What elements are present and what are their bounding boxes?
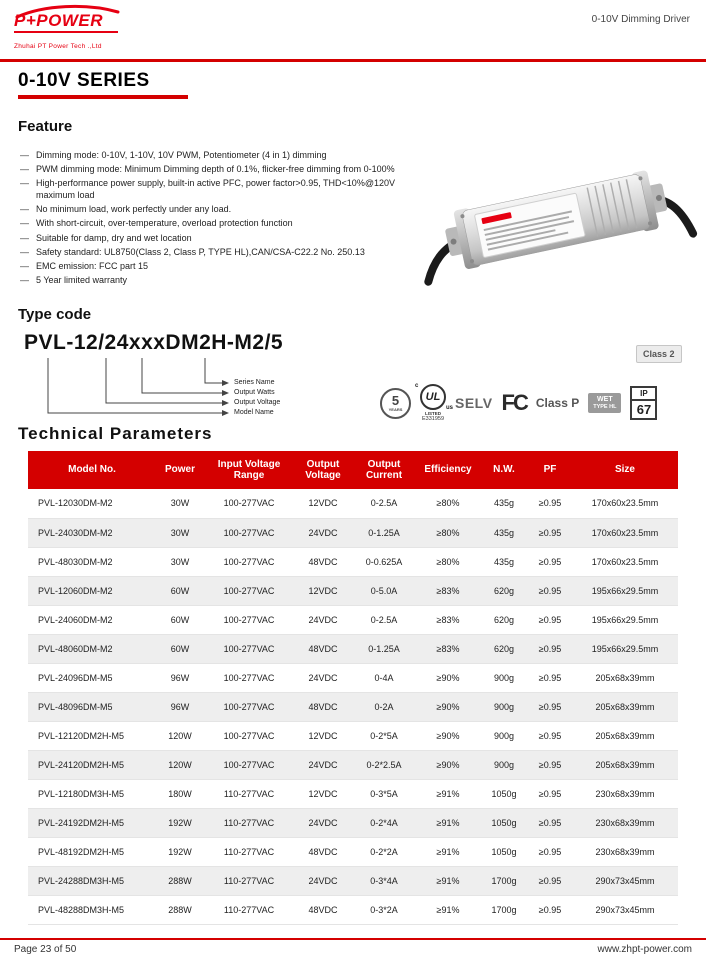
table-cell: 0-3*5A	[370, 788, 398, 799]
feature-item	[20, 178, 408, 201]
table-cell: ≥91%	[436, 875, 460, 886]
bullet-dash: —	[20, 246, 29, 257]
table-cell: PVL-24192DM2H-M5	[38, 817, 125, 828]
table-row	[28, 489, 678, 518]
table-cell: PVL-12060DM-M2	[38, 585, 113, 596]
table-cell: 30W	[170, 498, 190, 509]
table-cell: 110-277VAC	[223, 817, 275, 828]
table-cell: 0-2.5A	[370, 614, 398, 625]
table-cell: 0-2*4A	[370, 817, 398, 828]
table-cell: 96W	[170, 672, 190, 683]
table-cell: 900g	[493, 672, 515, 683]
table-cell: ≥80%	[436, 527, 460, 538]
table-cell: 48VDC	[308, 904, 338, 915]
table-cell: ≥83%	[436, 643, 460, 654]
ul-file-number: E331959	[421, 416, 445, 422]
table-cell: 120W	[168, 759, 192, 770]
column-header: Input Voltage Range	[204, 451, 294, 489]
bullet-dash: —	[20, 218, 29, 229]
ul-mark: UL	[425, 391, 441, 403]
feature-item	[20, 247, 408, 259]
page-number: Page 23 of 50	[14, 944, 77, 955]
logo-tagline: Zhuhai PT Power Tech .,Ltd	[14, 43, 102, 50]
table-row	[28, 837, 678, 866]
website-link[interactable]: www.zhpt-power.com	[597, 944, 692, 955]
table-cell: ≥91%	[436, 846, 460, 857]
column-header: Output Current	[352, 451, 416, 489]
table-cell: 110-277VAC	[223, 846, 275, 857]
warranty-text: YEARS	[388, 407, 403, 412]
table-cell: 435g	[493, 527, 515, 538]
bullet-dash: —	[20, 261, 29, 271]
table-cell: 24VDC	[308, 875, 338, 886]
table-cell: 24VDC	[308, 759, 338, 770]
table-cell: ≥0.95	[538, 875, 562, 886]
table-cell: 620g	[493, 585, 515, 596]
table-cell: ≥91%	[436, 788, 460, 799]
table-cell: 24VDC	[308, 672, 338, 683]
table-cell: 120W	[168, 730, 192, 741]
feature-text: Dimming mode: 0-10V, 1-10V, 10V PWM, Potentiometer (4 in 1) dimming	[36, 150, 327, 160]
table-cell: 12VDC	[308, 498, 338, 509]
type-code-label: Model Name	[234, 409, 274, 416]
table-cell: ≥0.95	[538, 817, 562, 828]
table-cell: 195x66x29.5mm	[591, 614, 659, 625]
ul-listed-text: LISTED	[424, 411, 441, 416]
table-cell: 0-5.0A	[370, 585, 398, 596]
table-cell: ≥91%	[436, 904, 460, 915]
warranty-badge-icon	[380, 388, 411, 419]
table-cell: ≥0.95	[538, 527, 562, 538]
table-cell: 230x68x39mm	[595, 817, 655, 828]
table-cell: 435g	[493, 556, 515, 567]
table-cell: ≥83%	[436, 585, 460, 596]
feature-text: Safety standard: UL8750(Class 2, Class P, TYPE HL),CAN/CSA-C22.2 No. 250.13	[36, 246, 365, 257]
column-header: Size	[572, 451, 678, 489]
footer-divider	[0, 938, 706, 940]
table-cell: 110-277VAC	[223, 875, 275, 886]
table-cell: ≥0.95	[538, 788, 562, 799]
table-cell: PVL-12120DM2H-M5	[38, 730, 125, 741]
ip-rating: 67	[636, 402, 652, 417]
header-divider	[0, 59, 706, 62]
table-cell: 48VDC	[308, 643, 338, 654]
table-cell: 100-277VAC	[223, 614, 275, 625]
table-cell: ≥0.95	[538, 585, 562, 596]
table-cell: ≥80%	[436, 498, 460, 509]
table-cell: 288W	[168, 875, 192, 886]
feature-text: 5 Year limited warranty	[36, 275, 128, 286]
table-cell: 900g	[493, 759, 515, 770]
table-cell: ≥0.95	[538, 498, 562, 509]
column-header: Efficiency	[416, 451, 480, 489]
table-cell: 1050g	[491, 817, 517, 828]
table-cell: 0-2A	[374, 701, 394, 712]
table-cell: 192W	[168, 846, 192, 857]
type-code-heading: Type code	[18, 306, 92, 323]
table-cell: 0-2*2A	[370, 846, 398, 857]
type-code-connector-lines	[30, 358, 236, 420]
table-row	[28, 576, 678, 605]
table-cell: 205x68x39mm	[595, 759, 655, 770]
table-row	[28, 663, 678, 692]
warranty-number: 5	[391, 393, 400, 408]
table-cell: 0-3*2A	[370, 904, 398, 915]
table-cell: 0-0.625A	[365, 556, 403, 567]
table-cell: 12VDC	[308, 788, 338, 799]
table-cell: 24VDC	[308, 527, 338, 538]
table-cell: ≥0.95	[538, 643, 562, 654]
type-code-label: Output Watts	[234, 389, 275, 396]
bullet-dash: —	[20, 150, 29, 160]
feature-item	[20, 150, 408, 162]
table-cell: 48VDC	[308, 701, 338, 712]
class-p-icon: Class P	[535, 396, 580, 410]
table-cell: ≥90%	[436, 730, 460, 741]
table-cell: ≥90%	[436, 701, 460, 712]
table-row	[28, 866, 678, 895]
feature-text: EMC emission: FCC part 15	[36, 261, 149, 271]
table-cell: 100-277VAC	[223, 498, 275, 509]
table-cell: 1050g	[491, 788, 517, 799]
table-cell: 0-2*5A	[370, 730, 398, 741]
table-cell: 205x68x39mm	[595, 701, 655, 712]
feature-item	[20, 218, 408, 230]
logo-text: P+POWER	[14, 11, 103, 30]
feature-text: Suitable for damp, dry and wet location	[36, 232, 192, 243]
table-cell: ≥0.95	[538, 730, 562, 741]
table-row	[28, 750, 678, 779]
table-cell: 288W	[168, 904, 192, 915]
ul-us-mark: us	[445, 405, 453, 411]
table-cell: 48VDC	[308, 556, 338, 567]
bullet-dash: —	[20, 178, 29, 189]
table-cell: ≥83%	[436, 614, 460, 625]
table-cell: PVL-24060DM-M2	[38, 614, 113, 625]
document-type-label: 0-10V Dimming Driver	[591, 14, 690, 25]
table-cell: 12VDC	[308, 730, 338, 741]
table-cell: 180W	[168, 788, 192, 799]
feature-item	[20, 261, 408, 273]
table-cell: 110-277VAC	[223, 904, 275, 915]
bullet-dash: —	[20, 204, 29, 215]
feature-item	[20, 233, 408, 245]
table-row	[28, 518, 678, 547]
table-cell: PVL-24288DM3H-M5	[38, 875, 125, 886]
table-cell: 900g	[493, 701, 515, 712]
column-header: PF	[528, 451, 572, 489]
certification-row	[380, 384, 657, 422]
ul-c-mark: c	[415, 383, 419, 389]
type-code-label: Series Name	[234, 379, 275, 386]
table-cell: 195x66x29.5mm	[591, 585, 659, 596]
table-cell: 1700g	[491, 904, 517, 915]
table-cell: 620g	[493, 614, 515, 625]
table-cell: ≥0.95	[538, 672, 562, 683]
table-cell: 12VDC	[308, 585, 338, 596]
wet-label: WET	[597, 395, 613, 403]
table-cell: 60W	[170, 643, 190, 654]
table-cell: 96W	[170, 701, 190, 712]
bullet-dash: —	[20, 232, 29, 243]
table-cell: 435g	[493, 498, 515, 509]
table-cell: 100-277VAC	[223, 759, 275, 770]
type-code-label: Output Voltage	[234, 399, 281, 406]
table-cell: ≥0.95	[538, 556, 562, 567]
table-row	[28, 605, 678, 634]
feature-text: With short-circuit, over-temperature, overload protection function	[36, 218, 293, 229]
table-row	[28, 779, 678, 808]
feature-item	[20, 275, 408, 287]
table-cell: 1050g	[491, 846, 517, 857]
table-cell: 230x68x39mm	[595, 846, 655, 857]
series-title-underline	[18, 95, 188, 99]
table-cell: ≥0.95	[538, 614, 562, 625]
table-cell: 100-277VAC	[223, 556, 275, 567]
table-cell: ≥91%	[436, 817, 460, 828]
table-cell: PVL-48030DM-M2	[38, 556, 113, 567]
technical-parameters-heading: Technical Parameters	[18, 424, 213, 443]
feature-item	[20, 204, 408, 216]
table-row	[28, 895, 678, 924]
table-cell: PVL-24096DM-M5	[38, 672, 113, 683]
table-row	[28, 721, 678, 750]
table-cell: 100-277VAC	[223, 643, 275, 654]
table-cell: 170x60x23.5mm	[591, 527, 659, 538]
bullet-dash: —	[20, 164, 29, 175]
feature-text: PWM dimming mode: Minimum Dimming depth of 0.1%, flicker-free dimming from 0-100%	[36, 164, 395, 175]
column-header: Output Voltage	[294, 451, 352, 489]
table-cell: 110-277VAC	[223, 788, 275, 799]
type-hl-label: TYPE HL	[593, 403, 617, 410]
ip-label: IP	[632, 388, 655, 401]
table-cell: 170x60x23.5mm	[591, 556, 659, 567]
table-cell: PVL-48192DM2H-M5	[38, 846, 125, 857]
bullet-dash: —	[20, 275, 29, 286]
table-cell: PVL-24030DM-M2	[38, 527, 113, 538]
column-header: Power	[156, 451, 204, 489]
column-header: Model No.	[28, 451, 156, 489]
class2-badge: Class 2	[636, 345, 682, 363]
fcc-icon: FC	[501, 390, 527, 415]
table-cell: 0-2*2.5A	[366, 759, 402, 770]
table-cell: ≥80%	[436, 556, 460, 567]
table-body	[28, 489, 678, 924]
column-header: N.W.	[480, 451, 528, 489]
table-cell: 170x60x23.5mm	[591, 498, 659, 509]
technical-parameters-table	[28, 451, 678, 925]
table-cell: 30W	[170, 556, 190, 567]
table-cell: 900g	[493, 730, 515, 741]
table-header-row	[28, 451, 678, 489]
table-row	[28, 547, 678, 576]
table-cell: ≥90%	[436, 759, 460, 770]
table-row	[28, 692, 678, 721]
table-cell: 100-277VAC	[223, 585, 275, 596]
table-cell: ≥90%	[436, 672, 460, 683]
table-cell: 0-3*4A	[370, 875, 398, 886]
table-cell: 100-277VAC	[223, 672, 275, 683]
table-cell: 192W	[168, 817, 192, 828]
type-code-string: PVL-12/24xxxDM2H-M2/5	[24, 331, 284, 354]
table-cell: ≥0.95	[538, 904, 562, 915]
selv-icon: SELV	[455, 395, 493, 411]
table-cell: ≥0.95	[538, 701, 562, 712]
table-cell: 205x68x39mm	[595, 730, 655, 741]
table-cell: 100-277VAC	[223, 527, 275, 538]
feature-list	[20, 150, 408, 289]
table-cell: 290x73x45mm	[595, 875, 655, 886]
cul-us-listed-icon	[415, 383, 453, 422]
table-cell: 290x73x45mm	[595, 904, 655, 915]
table-cell: 24VDC	[308, 614, 338, 625]
table-cell: PVL-24120DM2H-M5	[38, 759, 125, 770]
table-cell: 1700g	[491, 875, 517, 886]
table-cell: 205x68x39mm	[595, 672, 655, 683]
table-cell: ≥0.95	[538, 759, 562, 770]
product-image	[396, 96, 706, 331]
table-cell: PVL-48096DM-M5	[38, 701, 113, 712]
table-cell: 0-2.5A	[370, 498, 398, 509]
table-cell: 100-277VAC	[223, 730, 275, 741]
table-cell: 48VDC	[308, 846, 338, 857]
feature-text: No minimum load, work perfectly under any load.	[36, 204, 232, 215]
wet-type-hl-icon	[588, 393, 621, 413]
table-row	[28, 634, 678, 663]
table-cell: 620g	[493, 643, 515, 654]
ip67-icon	[630, 386, 657, 420]
table-cell: PVL-12180DM3H-M5	[38, 788, 125, 799]
table-cell: PVL-48060DM-M2	[38, 643, 113, 654]
table-cell: 0-4A	[374, 672, 394, 683]
table-cell: 24VDC	[308, 817, 338, 828]
table-cell: 230x68x39mm	[595, 788, 655, 799]
feature-item	[20, 164, 408, 176]
table-cell: 60W	[170, 614, 190, 625]
table-cell: 60W	[170, 585, 190, 596]
series-title: 0-10V SERIES	[18, 70, 150, 91]
table-cell: PVL-12030DM-M2	[38, 498, 113, 509]
table-cell: 0-1.25A	[368, 527, 400, 538]
type-code-labels	[234, 378, 280, 418]
company-logo	[14, 4, 144, 53]
feature-heading: Feature	[18, 118, 73, 135]
logo-rule	[14, 31, 118, 33]
table-cell: PVL-48288DM3H-M5	[38, 904, 125, 915]
table-cell: 30W	[170, 527, 190, 538]
table-cell: ≥0.95	[538, 846, 562, 857]
table-row	[28, 808, 678, 837]
table-cell: 195x66x29.5mm	[591, 643, 659, 654]
table-cell: 100-277VAC	[223, 701, 275, 712]
table-cell: 0-1.25A	[368, 643, 400, 654]
feature-text: High-performance power supply, built-in active PFC, power factor>0.95, THD<10%@120V maximum load	[36, 178, 395, 201]
